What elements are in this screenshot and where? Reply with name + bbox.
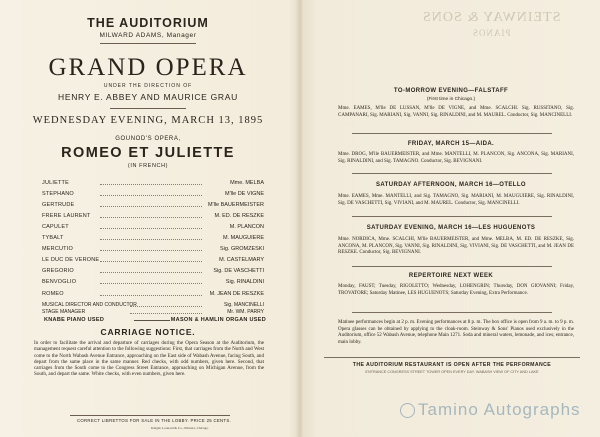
divider (324, 357, 580, 358)
section-title: REPERTOIRE NEXT WEEK (408, 273, 494, 279)
cast-row (42, 257, 264, 267)
cast-role: ROMEO (42, 291, 64, 297)
cast-role: LE DUC DE VERONE (42, 257, 100, 263)
cast-singer: Sig. GROMZESKI (219, 246, 264, 252)
divider (70, 415, 230, 416)
language-note: (IN FRENCH) (127, 163, 169, 169)
performance-notice: Matinee performances begin at 2 p. m. Evening performances at 8 p. m. The box office is open from 9 a. m. to 9 p. m. Opera glasses can be obtained by applying to the cloak-room. Steinway & Sons' Pianos used exclusively in the Auditorium, office 52 Wabash Avenue, telephone Main 1271. Soda and mineral waters, lemonade, and ices; entrance, main lobby. (338, 320, 574, 345)
libretto-notice: CORRECT LIBRETTOS FOR SALE IN THE LOBBY. PRICE 25 CENTS. (76, 418, 232, 423)
section-body: Mme. EAMES, Mme. MANTELLI, and Sig. TAMAGNO, Sig. MARIANI, M. MAUGUIERE, Sig. RINALDINI, Sig. DE VASCHETTI, Sig. VIVIANI, and M. MAUREL. Conductor, Sig. MANCINELLI. (338, 194, 574, 206)
divider (352, 266, 552, 267)
leader-dots (100, 261, 202, 262)
staff-name: Mr. WM. PARRY (227, 309, 264, 315)
cast-row (42, 191, 264, 201)
cast-row (42, 246, 264, 256)
manager-line: MILWARD ADAMS, Manager (99, 32, 197, 39)
cast-row (42, 291, 264, 301)
leader-dots (100, 206, 202, 207)
cast-role: GREGORIO (42, 268, 74, 274)
leader-dots (100, 217, 202, 218)
ghost-text: STEINWAY & SONS (422, 10, 561, 25)
staff-name: Sig. MANCINELLI (223, 302, 264, 308)
divider (110, 108, 186, 109)
divider (352, 173, 552, 174)
cast-singer: Sig. RINALDINI (225, 279, 264, 285)
leader-dots (100, 184, 202, 185)
section-title: SATURDAY EVENING, MARCH 16—LES HUGUENOTS (366, 225, 536, 231)
cast-row (42, 279, 264, 289)
watermark: Tamino Autographs (418, 400, 581, 419)
leader-dots (130, 313, 202, 314)
composer-line: GOUNOD'S OPERA, (115, 136, 181, 142)
leader-dots (100, 239, 202, 240)
cast-singer: M. MAUGUIERE (223, 235, 264, 241)
left-panel (0, 0, 296, 437)
fold-crease (296, 0, 304, 437)
cast-role: TYBALT (42, 235, 64, 241)
divider (134, 320, 170, 321)
section-body: Mme. EAMES, M'lle DE LUSSAN, M'lle DE VIGNE, and Mme. SCALCHI. Sig. RUSSITANO, Sig. CAMPANARI, Sig. MARIANI, Sig. VANNI, Sig. RINALDINI, and M. MAUREL. Conductor, Sig. MANCINELLI. (338, 106, 574, 118)
divider (352, 312, 552, 313)
right-panel (304, 0, 600, 437)
section-body: Monday, FAUST; Tuesday, RIGOLETTO; Wednesday, LOHENGRIN; Thursday, DON GIOVANNI; Friday, TROVATORE; Saturday Matinee, LES HUGUENOTS; Saturday Evening, Extra Performance. (338, 284, 574, 296)
cast-role: FRERE LAURENT (42, 213, 91, 219)
copyright-icon (400, 403, 415, 418)
theatre-name: THE AUDITORIUM (87, 16, 209, 30)
cast-row (42, 180, 264, 190)
piano-right: MASON & HAMLIN ORGAN USED (170, 317, 266, 323)
section-title: FRIDAY, MARCH 15—AIDA. (407, 141, 495, 147)
cast-singer: M. JEAN DE RESZKE (209, 291, 264, 297)
page-title: GRAND OPERA (48, 54, 248, 81)
leader-dots (100, 295, 202, 296)
section-subtitle: (First time in Chicago.) (426, 97, 476, 102)
cast-row (42, 202, 264, 212)
cast-row (42, 268, 264, 278)
cast-row (42, 235, 264, 245)
restaurant-subtitle: ENTRANCE CONGRESS STREET TOWER OPEN EVERY DAY. WABASH VIEW OF CITY AND LAKE (365, 370, 539, 374)
restaurant-notice: THE AUDITORIUM RESTAURANT IS OPEN AFTER THE PERFORMANCE (352, 362, 552, 368)
cast-row (42, 224, 264, 234)
printer-credit: Knight, Leonard & Co., Printers, Chicago. (151, 426, 209, 430)
divider (100, 43, 196, 44)
leader-dots (100, 283, 202, 284)
direction-label: UNDER THE DIRECTION OF (103, 83, 193, 89)
section-title: SATURDAY AFTERNOON, MARCH 16—OTELLO (375, 182, 526, 188)
cast-singer: Sig. DE VASCHETTI (213, 268, 264, 274)
cast-singer: M. CASTELMARY (219, 257, 264, 263)
cast-role: BENVOGLIO (42, 279, 77, 285)
ghost-text: PIANOS (472, 28, 511, 38)
cast-role: STEPHANO (42, 191, 74, 197)
section-body: Mme. DROG, M'lle BAUERMEISTER, and Mme. MANTELLI, M. PLANCON, Sig. ANCONA, Sig. MARIANI, Sig. RINALDINI, and Sig. TAMAGNO. Conductor, Sig. BEVIGNANI. (338, 152, 574, 164)
section-title: TO-MORROW EVENING—FALSTAFF (393, 88, 509, 94)
cast-role: MERCUTIO (42, 246, 73, 252)
cast-role: CAPULET (42, 224, 69, 230)
leader-dots (100, 195, 202, 196)
cast-singer: M'lle DE VIGNE (225, 191, 264, 197)
cast-row (42, 213, 264, 223)
cast-role: JULIETTE (42, 180, 69, 186)
leader-dots (130, 306, 202, 307)
cast-singer: Mme. MELBA (230, 180, 264, 186)
cast-singer: M. ED. DE RESZKE (214, 213, 264, 219)
piano-left: KNABE PIANO USED (44, 317, 105, 323)
performance-date: WEDNESDAY EVENING, MARCH 13, 1895 (32, 115, 264, 126)
cast-singer: M. PLANCON (229, 224, 264, 230)
divider (352, 133, 552, 134)
staff-role: STAGE MANAGER (42, 309, 86, 315)
carriage-text: In order to facilitate the arrival and departure of carriages during the Opera Season at the Auditorium, the management request careful attention to the following suggestions: First, that carriages from the North and West come to the North Wabash Avenue Entrance, approaching on the East side of Wabash Avenue, facing South, and depart from the same place in the same manner. Red checks, with odd numbers, given here. Second, that carriages from the South come to the Congress Street Entrance, approaching on Michigan Avenue, from the South, and depart the same. White checks, with even numbers, given here. (34, 340, 264, 378)
cast-role: GERTRUDE (42, 202, 75, 208)
cast-singer: M'lle BAUERMEISTER (207, 202, 264, 208)
leader-dots (100, 272, 202, 273)
directors: HENRY E. ABBEY AND MAURICE GRAU (58, 92, 238, 102)
carriage-heading: CARRIAGE NOTICE. (100, 327, 196, 337)
leader-dots (100, 228, 202, 229)
divider (352, 216, 552, 217)
leader-dots (100, 250, 202, 251)
opera-title: ROMEO ET JULIETTE (61, 145, 235, 161)
staff-role: MUSICAL DIRECTOR AND CONDUCTOR (42, 302, 137, 308)
section-body: Mme. NORDICA, Mme. SCALCHI, M'lle BAUERMEISTER, and Mme. MELBA, M. ED. DE RESZKE, Sig. ANCONA, M. PLANCON, Sig. VANNI, Sig. RINALDINI, Sig. VIVIANI, Sig. DE VASCHETTI, and M. JEAN DE RESZKE. Conductor, Sig. BEVIGNANI. (338, 237, 574, 255)
